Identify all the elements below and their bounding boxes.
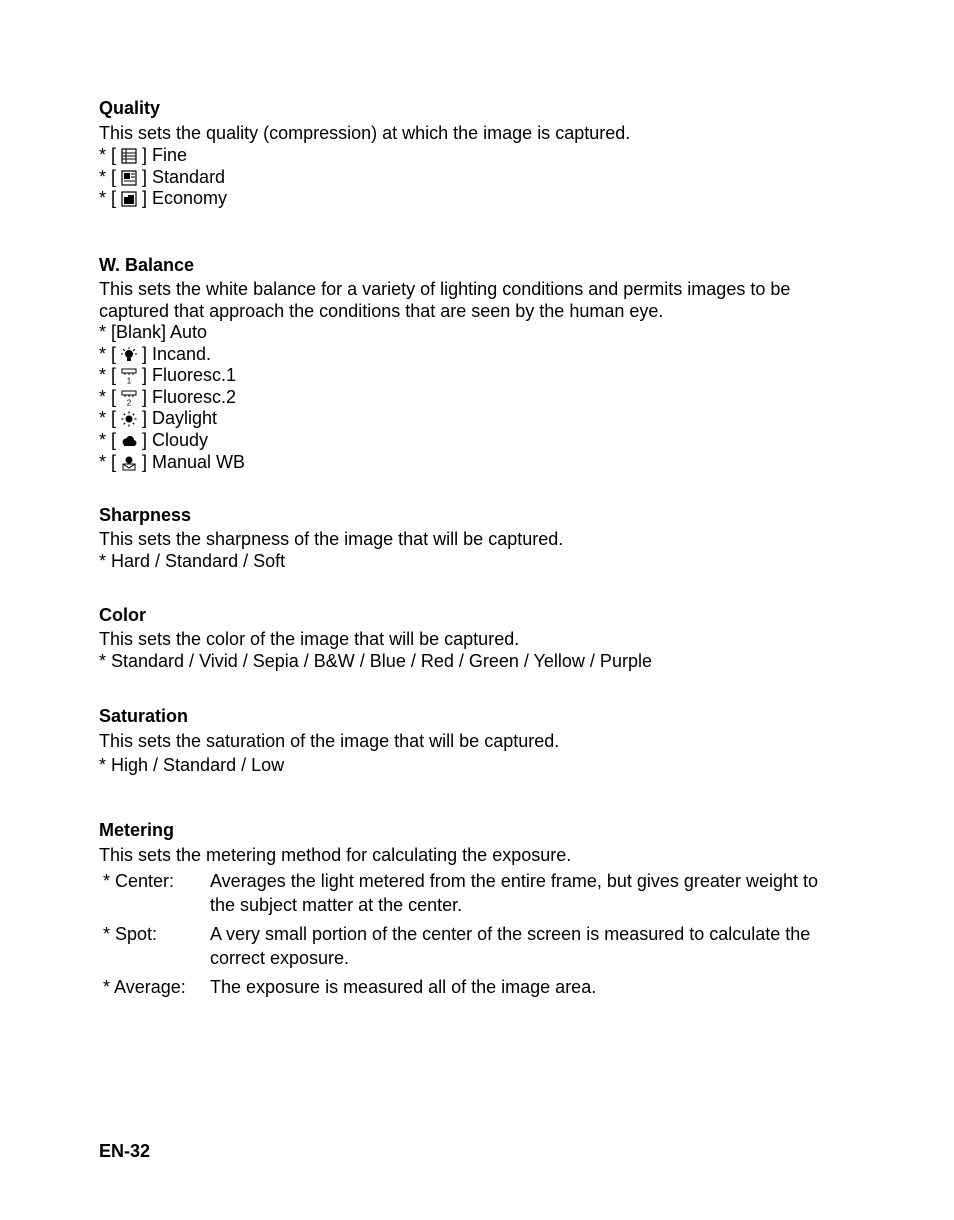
svg-text:2: 2 xyxy=(126,398,132,406)
quality-section xyxy=(99,97,859,210)
incandescent-icon xyxy=(120,347,138,363)
quality-item-fine xyxy=(99,145,859,167)
saturation-heading: Saturation xyxy=(99,706,189,726)
item-prefix: * [ xyxy=(99,188,117,209)
item-prefix: * [ xyxy=(99,343,117,364)
manual-wb-icon xyxy=(120,455,138,471)
quality-item-standard xyxy=(99,167,859,189)
color-description: This sets the color of the image that will be captured. xyxy=(99,629,520,649)
item-prefix: * [ xyxy=(99,451,117,472)
metering-value: The exposure is measured all of the image area. xyxy=(210,977,597,997)
color-heading: Color xyxy=(99,605,146,625)
metering-value: A very small portion of the center of the screen is measured to calculate the correct exposure. xyxy=(210,924,811,968)
color-section xyxy=(99,604,859,672)
wbalance-item-fluoresc-1 xyxy=(99,365,859,387)
item-prefix: * [ xyxy=(99,145,117,165)
item-label: ] Fluoresc.1 xyxy=(142,365,237,386)
color-options: * Standard / Vivid / Sepia / B&W / Blue / Red / Green / Yellow / Purple xyxy=(99,651,652,671)
metering-description: This sets the metering method for calculating the exposure. xyxy=(99,845,572,865)
wbalance-section xyxy=(99,254,859,473)
item-label: ] Manual WB xyxy=(142,451,246,472)
wbalance-item-manual-wb xyxy=(99,452,859,474)
metering-table xyxy=(99,869,829,999)
saturation-options: * High / Standard / Low xyxy=(99,755,285,775)
wbalance-item-fluoresc-2 xyxy=(99,387,859,409)
quality-item-economy xyxy=(99,188,859,210)
wbalance-item-cloudy xyxy=(99,430,859,452)
item-prefix: * [ xyxy=(99,429,117,450)
metering-section xyxy=(99,819,859,1004)
item-label: ] Fine xyxy=(142,145,188,165)
daylight-icon xyxy=(120,411,138,427)
quality-standard-icon xyxy=(120,170,138,186)
item-label: ] Incand. xyxy=(142,343,212,364)
metering-row-center xyxy=(99,869,829,917)
metering-key: * Spot: xyxy=(103,924,158,944)
metering-value: Averages the light metered from the entire frame, but gives greater weight to the subject matter at the center. xyxy=(210,871,818,915)
sharpness-description: This sets the sharpness of the image that will be captured. xyxy=(99,529,564,549)
page-number: EN-32 xyxy=(99,1141,151,1161)
cloudy-icon xyxy=(120,433,138,449)
item-label: ] Daylight xyxy=(142,408,218,429)
item-label: ] Fluoresc.2 xyxy=(142,386,237,407)
item-label: ] Economy xyxy=(142,188,228,209)
item-prefix: * [ xyxy=(99,166,117,187)
svg-text:1: 1 xyxy=(126,376,132,385)
metering-key: * Average: xyxy=(103,977,186,997)
wbalance-description: This sets the white balance for a variety of lighting conditions and permits images to be captured that approach the conditions that are seen by the human eye. xyxy=(99,279,791,321)
sharpness-heading: Sharpness xyxy=(99,505,192,525)
wbalance-item-auto: * [Blank] Auto xyxy=(99,322,208,342)
metering-row-average xyxy=(99,975,829,999)
quality-heading: Quality xyxy=(99,98,161,118)
fluorescent-1-icon xyxy=(120,368,138,384)
item-label: ] Standard xyxy=(142,166,226,187)
sharpness-section xyxy=(99,504,859,572)
sharpness-options: * Hard / Standard / Soft xyxy=(99,551,286,571)
metering-row-spot xyxy=(99,922,829,970)
item-prefix: * [ xyxy=(99,386,117,407)
metering-heading: Metering xyxy=(99,820,175,840)
quality-fine-icon xyxy=(120,148,138,164)
wbalance-heading: W. Balance xyxy=(99,255,195,275)
metering-key: * Center: xyxy=(103,871,175,891)
item-prefix: * [ xyxy=(99,408,117,429)
saturation-description: This sets the saturation of the image that will be captured. xyxy=(99,731,560,751)
item-label: ] Cloudy xyxy=(142,429,209,450)
quality-economy-icon xyxy=(120,191,138,207)
fluorescent-2-icon xyxy=(120,390,138,406)
saturation-section xyxy=(99,705,859,776)
quality-description: This sets the quality (compression) at which the image is captured. xyxy=(99,123,631,143)
wbalance-item-daylight xyxy=(99,408,859,430)
item-prefix: * [ xyxy=(99,365,117,386)
wbalance-item-incand xyxy=(99,344,859,366)
